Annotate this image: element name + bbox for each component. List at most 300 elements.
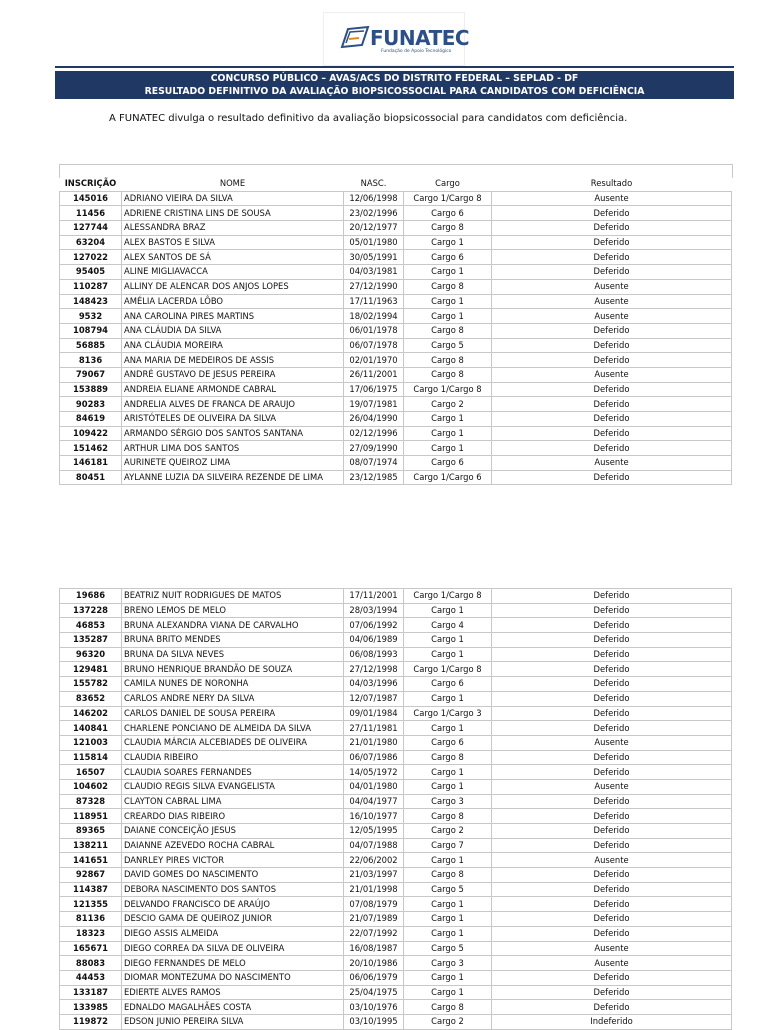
nome-cell: CLAUDIA SOARES FERNANDES: [122, 765, 344, 780]
table-row: [60, 589, 732, 604]
nome-cell: BRENO LEMOS DE MELO: [122, 603, 344, 618]
cargo-cell: Cargo 1: [404, 765, 492, 780]
cargo-cell: Cargo 6: [404, 735, 492, 750]
inscricao-cell: 108794: [60, 323, 122, 338]
inscricao-cell: 83652: [60, 691, 122, 706]
nasc-cell: 21/03/1997: [344, 868, 404, 883]
cargo-cell: Cargo 3: [404, 956, 492, 971]
inscricao-cell: 148423: [60, 294, 122, 309]
resultado-cell: Deferido: [492, 970, 732, 985]
logo-subtitle: Fundação de Apoio Tecnológico: [381, 49, 452, 54]
nasc-cell: 18/02/1994: [344, 309, 404, 324]
cargo-cell: Cargo 1: [404, 647, 492, 662]
nasc-cell: 16/10/1977: [344, 809, 404, 824]
cargo-cell: Cargo 1/Cargo 8: [404, 191, 492, 206]
inscricao-cell: 109422: [60, 426, 122, 441]
funatec-logo-icon: [340, 23, 370, 51]
resultado-cell: Ausente: [492, 956, 732, 971]
resultado-cell: Deferido: [492, 647, 732, 662]
table-row: [60, 367, 732, 382]
resultado-cell: Deferido: [492, 250, 732, 265]
nasc-cell: 27/12/1998: [344, 662, 404, 677]
col-header-inscricao: INSCRIÇÃO: [60, 177, 122, 191]
nome-cell: DAIANNE AZEVEDO ROCHA CABRAL: [122, 838, 344, 853]
table-row: [60, 721, 732, 736]
table-row: [60, 191, 732, 206]
resultado-cell: Ausente: [492, 367, 732, 382]
nome-cell: CHARLENE PONCIANO DE ALMEIDA DA SILVA: [122, 721, 344, 736]
nasc-cell: 06/01/1978: [344, 323, 404, 338]
inscricao-cell: 151462: [60, 441, 122, 456]
inscricao-cell: 165671: [60, 941, 122, 956]
cargo-cell: Cargo 1/Cargo 8: [404, 589, 492, 604]
resultado-cell: Deferido: [492, 426, 732, 441]
nasc-cell: 03/10/1976: [344, 1000, 404, 1015]
cargo-cell: Cargo 8: [404, 868, 492, 883]
nasc-cell: 22/07/1992: [344, 926, 404, 941]
cargo-cell: Cargo 8: [404, 353, 492, 368]
nome-cell: EDIERTE ALVES RAMOS: [122, 985, 344, 1000]
table-row: [60, 250, 732, 265]
nome-cell: CLAUDIO REGIS SILVA EVANGELISTA: [122, 779, 344, 794]
inscricao-cell: 84619: [60, 412, 122, 427]
nasc-cell: 17/06/1975: [344, 382, 404, 397]
table-row: [60, 397, 732, 412]
cargo-cell: Cargo 1: [404, 926, 492, 941]
nasc-cell: 02/12/1996: [344, 426, 404, 441]
cargo-cell: Cargo 6: [404, 677, 492, 692]
resultado-cell: Deferido: [492, 691, 732, 706]
cargo-cell: Cargo 8: [404, 279, 492, 294]
title-line-2: RESULTADO DEFINITIVO DA AVALIAÇÃO BIOPSICOSSOCIAL PARA CANDIDATOS COM DEFICIÊNCIA: [144, 86, 645, 97]
nasc-cell: 20/10/1986: [344, 956, 404, 971]
nome-cell: ANDREIA ELIANE ARMONDE CABRAL: [122, 382, 344, 397]
table-row: [60, 235, 732, 250]
nome-cell: ARMANDO SÉRGIO DOS SANTOS SANTANA: [122, 426, 344, 441]
table-row: [60, 353, 732, 368]
inscricao-cell: 121355: [60, 897, 122, 912]
nasc-cell: 16/08/1987: [344, 941, 404, 956]
logo-wordmark: FUNATEC: [370, 26, 470, 50]
table-row: [60, 206, 732, 221]
table-row: [60, 970, 732, 985]
document-title-banner: [55, 71, 734, 99]
nasc-cell: 20/12/1977: [344, 221, 404, 236]
nasc-cell: 21/07/1989: [344, 912, 404, 927]
resultado-cell: Deferido: [492, 441, 732, 456]
nasc-cell: 26/11/2001: [344, 367, 404, 382]
nasc-cell: 06/07/1986: [344, 750, 404, 765]
cargo-cell: Cargo 1: [404, 235, 492, 250]
cargo-cell: Cargo 8: [404, 750, 492, 765]
nasc-cell: 06/06/1979: [344, 970, 404, 985]
cargo-cell: Cargo 8: [404, 323, 492, 338]
nasc-cell: 09/01/1984: [344, 706, 404, 721]
nome-cell: BEATRIZ NUIT RODRIGUES DE MATOS: [122, 589, 344, 604]
nome-cell: ANA CAROLINA PIRES MARTINS: [122, 309, 344, 324]
inscricao-cell: 92867: [60, 868, 122, 883]
nome-cell: ANDRELIA ALVES DE FRANCA DE ARAUJO: [122, 397, 344, 412]
inscricao-cell: 145016: [60, 191, 122, 206]
table-row: [60, 294, 732, 309]
inscricao-cell: 133187: [60, 985, 122, 1000]
title-line-1: CONCURSO PÚBLICO – AVAS/ACS DO DISTRITO FEDERAL – SEPLAD - DF: [210, 73, 579, 84]
cargo-cell: Cargo 1: [404, 265, 492, 280]
nasc-cell: 21/01/1998: [344, 882, 404, 897]
nome-cell: CARLOS ANDRE NERY DA SILVA: [122, 691, 344, 706]
inscricao-cell: 44453: [60, 970, 122, 985]
resultado-cell: Deferido: [492, 794, 732, 809]
resultado-cell: Deferido: [492, 912, 732, 927]
nome-cell: DESCIO GAMA DE QUEIROZ JUNIOR: [122, 912, 344, 927]
resultado-cell: Deferido: [492, 397, 732, 412]
resultado-cell: Deferido: [492, 838, 732, 853]
nome-cell: DAVID GOMES DO NASCIMENTO: [122, 868, 344, 883]
nasc-cell: 04/03/1981: [344, 265, 404, 280]
nasc-cell: 26/04/1990: [344, 412, 404, 427]
nome-cell: ANA CLÁUDIA MOREIRA: [122, 338, 344, 353]
resultado-cell: Deferido: [492, 677, 732, 692]
cargo-cell: Cargo 5: [404, 941, 492, 956]
cargo-cell: Cargo 5: [404, 882, 492, 897]
nome-cell: CAMILA NUNES DE NORONHA: [122, 677, 344, 692]
inscricao-cell: 79067: [60, 367, 122, 382]
cargo-cell: Cargo 1: [404, 412, 492, 427]
table-row: [60, 838, 732, 853]
table-row: [60, 1014, 732, 1029]
resultado-cell: Deferido: [492, 926, 732, 941]
cargo-cell: Cargo 1: [404, 721, 492, 736]
inscricao-cell: 121003: [60, 735, 122, 750]
table-row: [60, 1000, 732, 1015]
table-row: [60, 824, 732, 839]
header-rule: [55, 66, 734, 68]
cargo-cell: Cargo 1/Cargo 8: [404, 382, 492, 397]
resultado-cell: Deferido: [492, 809, 732, 824]
table-row: [60, 662, 732, 677]
results-table-1: [59, 177, 732, 485]
inscricao-cell: 104602: [60, 779, 122, 794]
nasc-cell: 22/06/2002: [344, 853, 404, 868]
inscricao-cell: 9532: [60, 309, 122, 324]
resultado-cell: Deferido: [492, 412, 732, 427]
nome-cell: ALEX BASTOS E SILVA: [122, 235, 344, 250]
nasc-cell: 27/09/1990: [344, 441, 404, 456]
nasc-cell: 21/01/1980: [344, 735, 404, 750]
cargo-cell: Cargo 1: [404, 309, 492, 324]
table-row: [60, 794, 732, 809]
inscricao-cell: 89365: [60, 824, 122, 839]
table-row: [60, 750, 732, 765]
cargo-cell: Cargo 2: [404, 824, 492, 839]
nome-cell: DAIANE CONCEIÇÃO JESUS: [122, 824, 344, 839]
cargo-cell: Cargo 4: [404, 618, 492, 633]
table-header-row: [60, 177, 732, 191]
cargo-cell: Cargo 1/Cargo 3: [404, 706, 492, 721]
resultado-cell: Deferido: [492, 338, 732, 353]
cargo-cell: Cargo 1: [404, 779, 492, 794]
nome-cell: CLAUDIA MÁRCIA ALCEBIADES DE OLIVEIRA: [122, 735, 344, 750]
inscricao-cell: 133985: [60, 1000, 122, 1015]
nome-cell: ALINE MIGLIAVACCA: [122, 265, 344, 280]
nasc-cell: 04/04/1977: [344, 794, 404, 809]
cargo-cell: Cargo 5: [404, 338, 492, 353]
resultado-cell: Deferido: [492, 589, 732, 604]
nome-cell: ADRIANO VIEIRA DA SILVA: [122, 191, 344, 206]
nasc-cell: 19/07/1981: [344, 397, 404, 412]
resultado-cell: Ausente: [492, 309, 732, 324]
nome-cell: EDNALDO MAGALHÃES COSTA: [122, 1000, 344, 1015]
resultado-cell: Deferido: [492, 765, 732, 780]
cargo-cell: Cargo 1: [404, 912, 492, 927]
cargo-cell: Cargo 1: [404, 897, 492, 912]
inscricao-cell: 19686: [60, 589, 122, 604]
inscricao-cell: 18323: [60, 926, 122, 941]
table-row: [60, 221, 732, 236]
nasc-cell: 12/05/1995: [344, 824, 404, 839]
table-row: [60, 603, 732, 618]
table-row: [60, 926, 732, 941]
table-row: [60, 647, 732, 662]
nasc-cell: 25/04/1975: [344, 985, 404, 1000]
nome-cell: ANA CLÁUDIA DA SILVA: [122, 323, 344, 338]
inscricao-cell: 87328: [60, 794, 122, 809]
table-row: [60, 323, 732, 338]
nasc-cell: 03/10/1995: [344, 1014, 404, 1029]
cargo-cell: Cargo 1: [404, 294, 492, 309]
table-row: [60, 779, 732, 794]
resultado-cell: Ausente: [492, 779, 732, 794]
col-header-cargo: Cargo: [404, 177, 492, 191]
nome-cell: ADRIENE CRISTINA LINS DE SOUSA: [122, 206, 344, 221]
nome-cell: AMÉLIA LACERDA LÔBO: [122, 294, 344, 309]
table-row: [60, 735, 732, 750]
inscricao-cell: 88083: [60, 956, 122, 971]
cargo-cell: Cargo 1: [404, 603, 492, 618]
nasc-cell: 27/12/1990: [344, 279, 404, 294]
cargo-cell: Cargo 1: [404, 853, 492, 868]
table-row: [60, 382, 732, 397]
cargo-cell: Cargo 2: [404, 1014, 492, 1029]
table-row: [60, 941, 732, 956]
nasc-cell: 08/07/1974: [344, 456, 404, 471]
nome-cell: BRUNO HENRIQUE BRANDÃO DE SOUZA: [122, 662, 344, 677]
nome-cell: CLAUDIA RIBEIRO: [122, 750, 344, 765]
cargo-cell: Cargo 8: [404, 367, 492, 382]
inscricao-cell: 81136: [60, 912, 122, 927]
cargo-cell: Cargo 7: [404, 838, 492, 853]
nome-cell: DIEGO ASSIS ALMEIDA: [122, 926, 344, 941]
resultado-cell: Deferido: [492, 265, 732, 280]
table-row: [60, 633, 732, 648]
nome-cell: ARTHUR LIMA DOS SANTOS: [122, 441, 344, 456]
nasc-cell: 06/07/1978: [344, 338, 404, 353]
nome-cell: DANRLEY PIRES VICTOR: [122, 853, 344, 868]
table-row: [60, 985, 732, 1000]
funatec-logo: [323, 12, 470, 66]
resultado-cell: Ausente: [492, 191, 732, 206]
nome-cell: EDSON JUNIO PEREIRA SILVA: [122, 1014, 344, 1029]
inscricao-cell: 118951: [60, 809, 122, 824]
resultado-cell: Deferido: [492, 750, 732, 765]
nasc-cell: 23/12/1985: [344, 470, 404, 485]
inscricao-cell: 141651: [60, 853, 122, 868]
table-top-frame: [59, 164, 733, 178]
inscricao-cell: 127022: [60, 250, 122, 265]
nome-cell: CREARDO DIAS RIBEIRO: [122, 809, 344, 824]
nasc-cell: 06/08/1993: [344, 647, 404, 662]
resultado-cell: Deferido: [492, 470, 732, 485]
col-header-resultado: Resultado: [492, 177, 732, 191]
nome-cell: CLAYTON CABRAL LIMA: [122, 794, 344, 809]
resultado-cell: Deferido: [492, 206, 732, 221]
inscricao-cell: 63204: [60, 235, 122, 250]
inscricao-cell: 96320: [60, 647, 122, 662]
nome-cell: ANDRÉ GUSTAVO DE JESUS PEREIRA: [122, 367, 344, 382]
inscricao-cell: 8136: [60, 353, 122, 368]
table-row: [60, 765, 732, 780]
inscricao-cell: 114387: [60, 882, 122, 897]
resultado-cell: Deferido: [492, 721, 732, 736]
cargo-cell: Cargo 1/Cargo 6: [404, 470, 492, 485]
table-row: [60, 912, 732, 927]
table-row: [60, 677, 732, 692]
nasc-cell: 04/07/1988: [344, 838, 404, 853]
cargo-cell: Cargo 1: [404, 970, 492, 985]
cargo-cell: Cargo 1: [404, 441, 492, 456]
table-row: [60, 309, 732, 324]
nasc-cell: 04/03/1996: [344, 677, 404, 692]
nome-cell: BRUNA ALEXANDRA VIANA DE CARVALHO: [122, 618, 344, 633]
cargo-cell: Cargo 8: [404, 221, 492, 236]
nasc-cell: 17/11/1963: [344, 294, 404, 309]
table-row: [60, 456, 732, 471]
nome-cell: BRUNA BRITO MENDES: [122, 633, 344, 648]
nasc-cell: 07/08/1979: [344, 897, 404, 912]
inscricao-cell: 115814: [60, 750, 122, 765]
inscricao-cell: 95405: [60, 265, 122, 280]
nome-cell: CARLOS DANIEL DE SOUSA PEREIRA: [122, 706, 344, 721]
nome-cell: ALESSANDRA BRAZ: [122, 221, 344, 236]
resultado-cell: Deferido: [492, 824, 732, 839]
resultado-cell: Deferido: [492, 985, 732, 1000]
nasc-cell: 30/05/1991: [344, 250, 404, 265]
table-row: [60, 279, 732, 294]
inscricao-cell: 146202: [60, 706, 122, 721]
nome-cell: DIEGO CORREA DA SILVA DE OLIVEIRA: [122, 941, 344, 956]
inscricao-cell: 56885: [60, 338, 122, 353]
nasc-cell: 12/07/1987: [344, 691, 404, 706]
nasc-cell: 02/01/1970: [344, 353, 404, 368]
resultado-cell: Ausente: [492, 279, 732, 294]
resultado-cell: Deferido: [492, 633, 732, 648]
table-row: [60, 706, 732, 721]
resultado-cell: Ausente: [492, 294, 732, 309]
resultado-cell: Ausente: [492, 853, 732, 868]
col-header-nome: NOME: [122, 177, 344, 191]
cargo-cell: Cargo 1/Cargo 8: [404, 662, 492, 677]
cargo-cell: Cargo 3: [404, 794, 492, 809]
nasc-cell: 14/05/1972: [344, 765, 404, 780]
inscricao-cell: 80451: [60, 470, 122, 485]
resultado-cell: Deferido: [492, 382, 732, 397]
nasc-cell: 17/11/2001: [344, 589, 404, 604]
inscricao-cell: 153889: [60, 382, 122, 397]
inscricao-cell: 46853: [60, 618, 122, 633]
resultado-cell: Deferido: [492, 706, 732, 721]
resultado-cell: Ausente: [492, 735, 732, 750]
nasc-cell: 04/01/1980: [344, 779, 404, 794]
inscricao-cell: 16507: [60, 765, 122, 780]
cargo-cell: Cargo 2: [404, 397, 492, 412]
intro-text: A FUNATEC divulga o resultado definitivo da avaliação biopsicossocial para candidatos com deficiência.: [109, 113, 628, 124]
nasc-cell: 07/06/1992: [344, 618, 404, 633]
resultado-cell: Deferido: [492, 882, 732, 897]
results-table-2: [59, 588, 732, 1030]
nasc-cell: 04/06/1989: [344, 633, 404, 648]
nasc-cell: 12/06/1998: [344, 191, 404, 206]
inscricao-cell: 127744: [60, 221, 122, 236]
nome-cell: ALEX SANTOS DE SÁ: [122, 250, 344, 265]
nome-cell: ANA MARIA DE MEDEIROS DE ASSIS: [122, 353, 344, 368]
nome-cell: AURINETE QUEIROZ LIMA: [122, 456, 344, 471]
table-row: [60, 412, 732, 427]
inscricao-cell: 146181: [60, 456, 122, 471]
resultado-cell: Deferido: [492, 662, 732, 677]
resultado-cell: Deferido: [492, 868, 732, 883]
nasc-cell: 28/03/1994: [344, 603, 404, 618]
nome-cell: DIEGO FERNANDES DE MELO: [122, 956, 344, 971]
table-row: [60, 868, 732, 883]
cargo-cell: Cargo 8: [404, 1000, 492, 1015]
cargo-cell: Cargo 1: [404, 426, 492, 441]
resultado-cell: Indeferido: [492, 1014, 732, 1029]
nome-cell: DEBORA NASCIMENTO DOS SANTOS: [122, 882, 344, 897]
resultado-cell: Deferido: [492, 603, 732, 618]
resultado-cell: Deferido: [492, 323, 732, 338]
cargo-cell: Cargo 6: [404, 206, 492, 221]
nome-cell: ALLINY DE ALENCAR DOS ANJOS LOPES: [122, 279, 344, 294]
nome-cell: DIOMAR MONTEZUMA DO NASCIMENTO: [122, 970, 344, 985]
inscricao-cell: 129481: [60, 662, 122, 677]
table-row: [60, 956, 732, 971]
inscricao-cell: 11456: [60, 206, 122, 221]
resultado-cell: Deferido: [492, 221, 732, 236]
table-row: [60, 426, 732, 441]
resultado-cell: Deferido: [492, 618, 732, 633]
inscricao-cell: 90283: [60, 397, 122, 412]
cargo-cell: Cargo 6: [404, 250, 492, 265]
cargo-cell: Cargo 6: [404, 456, 492, 471]
inscricao-cell: 155782: [60, 677, 122, 692]
table-row: [60, 882, 732, 897]
nome-cell: AYLANNE LUZIA DA SILVEIRA REZENDE DE LIMA: [122, 470, 344, 485]
table-row: [60, 853, 732, 868]
table-row: [60, 338, 732, 353]
table-row: [60, 897, 732, 912]
inscricao-cell: 119872: [60, 1014, 122, 1029]
table-row: [60, 618, 732, 633]
nome-cell: BRUNA DA SILVA NEVES: [122, 647, 344, 662]
nasc-cell: 27/11/1981: [344, 721, 404, 736]
cargo-cell: Cargo 1: [404, 633, 492, 648]
inscricao-cell: 137228: [60, 603, 122, 618]
resultado-cell: Deferido: [492, 1000, 732, 1015]
table-row: [60, 441, 732, 456]
inscricao-cell: 110287: [60, 279, 122, 294]
table-row: [60, 809, 732, 824]
nome-cell: ARISTÓTELES DE OLIVEIRA DA SILVA: [122, 412, 344, 427]
